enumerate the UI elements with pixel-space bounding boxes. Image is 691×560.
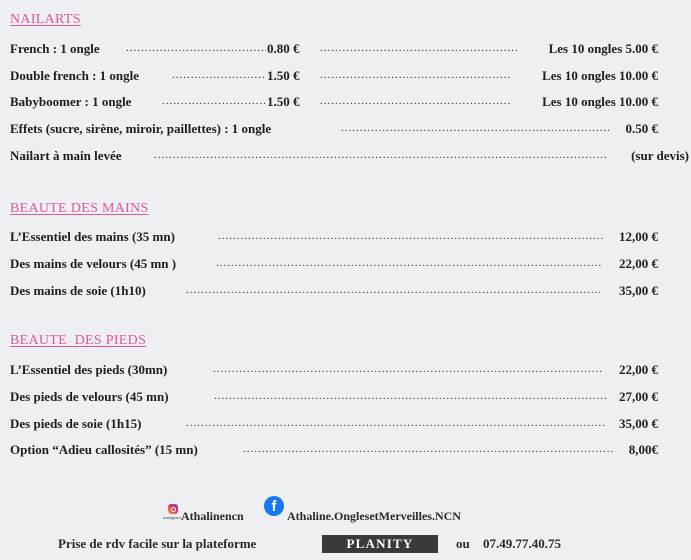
dot-leader xyxy=(186,282,600,298)
item-label: Double french : 1 ongle xyxy=(10,68,140,83)
price-row-effets xyxy=(10,120,658,137)
extra-label: Les 10 ongles xyxy=(548,41,623,56)
booking-or: ou xyxy=(456,536,470,551)
price-row-mains-soie xyxy=(10,282,658,299)
item-price: 35,00 € xyxy=(619,416,658,431)
dot-leader xyxy=(154,147,608,163)
item-price: 22,00 € xyxy=(619,362,658,377)
dot-leader xyxy=(162,93,266,109)
item-label: Des pieds de velours (45 mn) xyxy=(10,389,169,404)
item-price: 1.50 € xyxy=(267,94,300,109)
item-price: 8,00€ xyxy=(628,442,658,457)
dot-leader xyxy=(216,255,602,271)
price-row-pieds-soie xyxy=(10,415,658,432)
price-row-essentiel-mains xyxy=(10,228,658,245)
dot-leader xyxy=(341,120,609,136)
item-price: 0.80 € xyxy=(267,41,300,56)
facebook-icon[interactable]: f xyxy=(264,496,284,516)
extra-price: 10.00 € xyxy=(619,68,658,83)
phone-number[interactable]: 07.49.77.40.75 xyxy=(483,536,561,551)
item-extra xyxy=(542,67,658,84)
extra-label: Les 10 ongles xyxy=(542,68,616,83)
item-price: 27,00 € xyxy=(619,389,658,404)
dot-leader xyxy=(214,388,606,404)
item-price: 12,00 € xyxy=(619,229,658,244)
facebook-handle[interactable]: Athaline.OnglesetMerveilles.NCN xyxy=(287,509,461,523)
item-extra xyxy=(549,40,658,57)
price-row-nailart-main-levee xyxy=(10,147,689,164)
item-price: 35,00 € xyxy=(619,283,658,298)
item-extra xyxy=(542,93,658,110)
dot-leader xyxy=(218,228,605,244)
dot-leader xyxy=(172,67,266,83)
dot-leader xyxy=(320,67,512,83)
item-label: Des mains de velours (45 mn ) xyxy=(10,256,177,271)
instagram-icon[interactable] xyxy=(168,504,178,514)
instagram-caption: Instagram xyxy=(163,515,181,520)
item-label: L’Essentiel des pieds (30mn) xyxy=(10,362,168,377)
section-title-beaute-des-pieds xyxy=(10,333,146,349)
item-label: Option “Adieu callosités” (15 mn) xyxy=(10,442,198,457)
instagram-handle[interactable]: Athalinencn xyxy=(181,509,244,523)
price-row-french xyxy=(10,40,658,57)
item-label: Des pieds de soie (1h15) xyxy=(10,416,142,431)
item-price: 1.50 € xyxy=(267,68,300,83)
item-label: Effets (sucre, sirène, miroir, paillettes) : 1 ongle xyxy=(10,121,272,136)
item-label: Des mains de soie (1h10) xyxy=(10,283,146,298)
item-label: Nailart à main levée xyxy=(10,148,122,163)
price-row-option-adieu-callosites xyxy=(10,441,658,458)
booking-text: Prise de rdv facile sur la plateforme xyxy=(58,536,257,551)
item-label: Babyboomer : 1 ongle xyxy=(10,94,132,109)
price-row-double-french xyxy=(10,67,658,84)
item-label: L’Essentiel des mains (35 mn) xyxy=(10,229,175,244)
section-title-nailarts: NAILARTS xyxy=(10,12,81,27)
dot-leader xyxy=(320,93,512,109)
extra-price: 10.00 € xyxy=(619,94,658,109)
item-price: 22,00 € xyxy=(619,256,658,271)
item-label: French : 1 ongle xyxy=(10,41,100,56)
item-price: (sur devis) xyxy=(631,148,689,163)
price-row-babyboomer xyxy=(10,93,658,110)
extra-price: 5.00 € xyxy=(625,41,658,56)
price-row-essentiel-pieds xyxy=(10,361,658,378)
item-price: 0.50 € xyxy=(625,121,658,136)
dot-leader xyxy=(126,40,266,56)
section-title-beaute-des-mains: BEAUTE DES MAINS xyxy=(10,201,149,216)
price-row-mains-velours xyxy=(10,255,658,272)
planity-badge[interactable]: PLANITY xyxy=(322,535,438,553)
dot-leader xyxy=(213,361,602,377)
dot-leader xyxy=(320,40,518,56)
price-row-pieds-velours xyxy=(10,388,658,405)
dot-leader xyxy=(186,415,606,431)
section-title-text: BEAUTE DES PIEDS xyxy=(10,333,147,348)
extra-label: Les 10 ongles xyxy=(542,94,616,109)
dot-leader xyxy=(243,441,615,457)
